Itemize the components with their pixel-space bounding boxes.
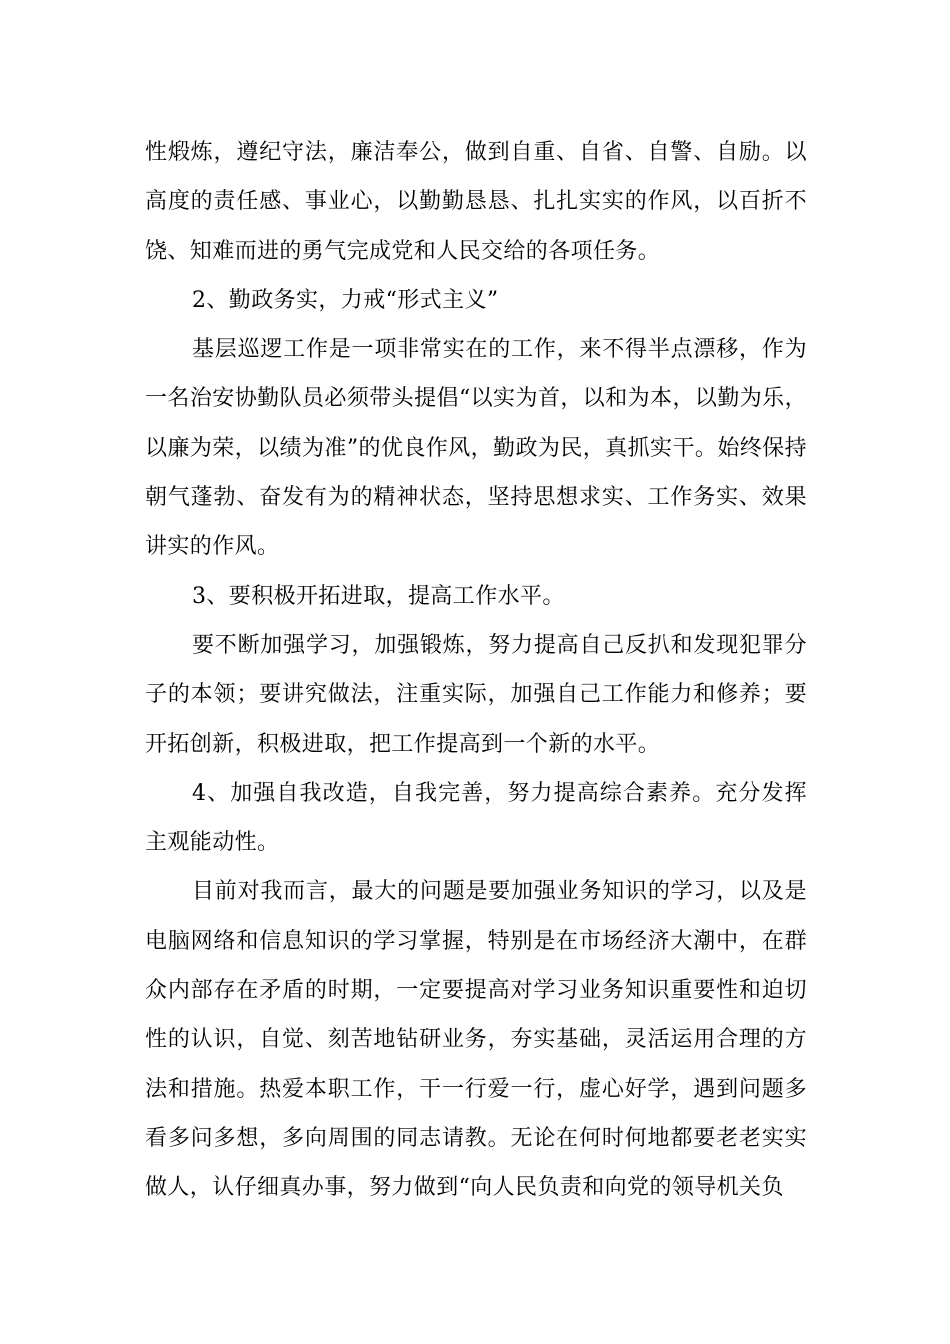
paragraph-continued: 性煅炼，遵纪守法，廉洁奉公，做到自重、自省、自警、自励。以高度的责任感、事业心，以勤勤恳恳、扎扎实实的作风，以百折不饶、知难而进的勇气完成党和人民交给的各项任务。 — [145, 140, 807, 264]
section-heading-4: 4、加强自我改造，自我完善，努力提高综合素养。充分发挥主观能动性。 — [145, 780, 807, 856]
paragraph: 要不断加强学习，加强锻炼，努力提高自己反扒和发现犯罪分子的本领；要讲究做法，注重实际，加强自己工作能力和修养；要开拓创新，积极进取，把工作提高到一个新的水平。 — [145, 632, 807, 757]
document-body — [145, 128, 807, 1213]
paragraph: 基层巡逻工作是一项非常实在的工作，来不得半点漂移，作为一名治安协勤队员必须带头提倡“以实为首，以和为本，以勤为乐，以廉为荣，以绩为准”的优良作风，勤政为民，真抓实干。始终保持朝气蓬勃、奋发有为的精神状态，坚持思想求实、工作务实、效果讲实的作风。 — [145, 337, 807, 560]
section-heading-3: 3、要积极开拓进取，提高工作水平。 — [192, 583, 565, 609]
section-heading-2: 2、勤政务实，力戒“形式主义” — [192, 287, 499, 313]
paragraph: 目前对我而言，最大的问题是要加强业务知识的学习，以及是电脑网络和信息知识的学习掌握，特别是在市场经济大潮中，在群众内部存在矛盾的时期，一定要提高对学习业务知识重要性和迫切性的认识，自觉、刻苦地钻研业务，夯实基础，灵活运用合理的方法和措施。热爱本职工作，干一行爱一行，虚心好学，遇到问题多看多问多想，多向周围的同志请教。无论在何时何地都要老老实实做人，认仔细真办事，努力做到“向人民负责和向党的领导机关负 — [145, 879, 807, 1201]
